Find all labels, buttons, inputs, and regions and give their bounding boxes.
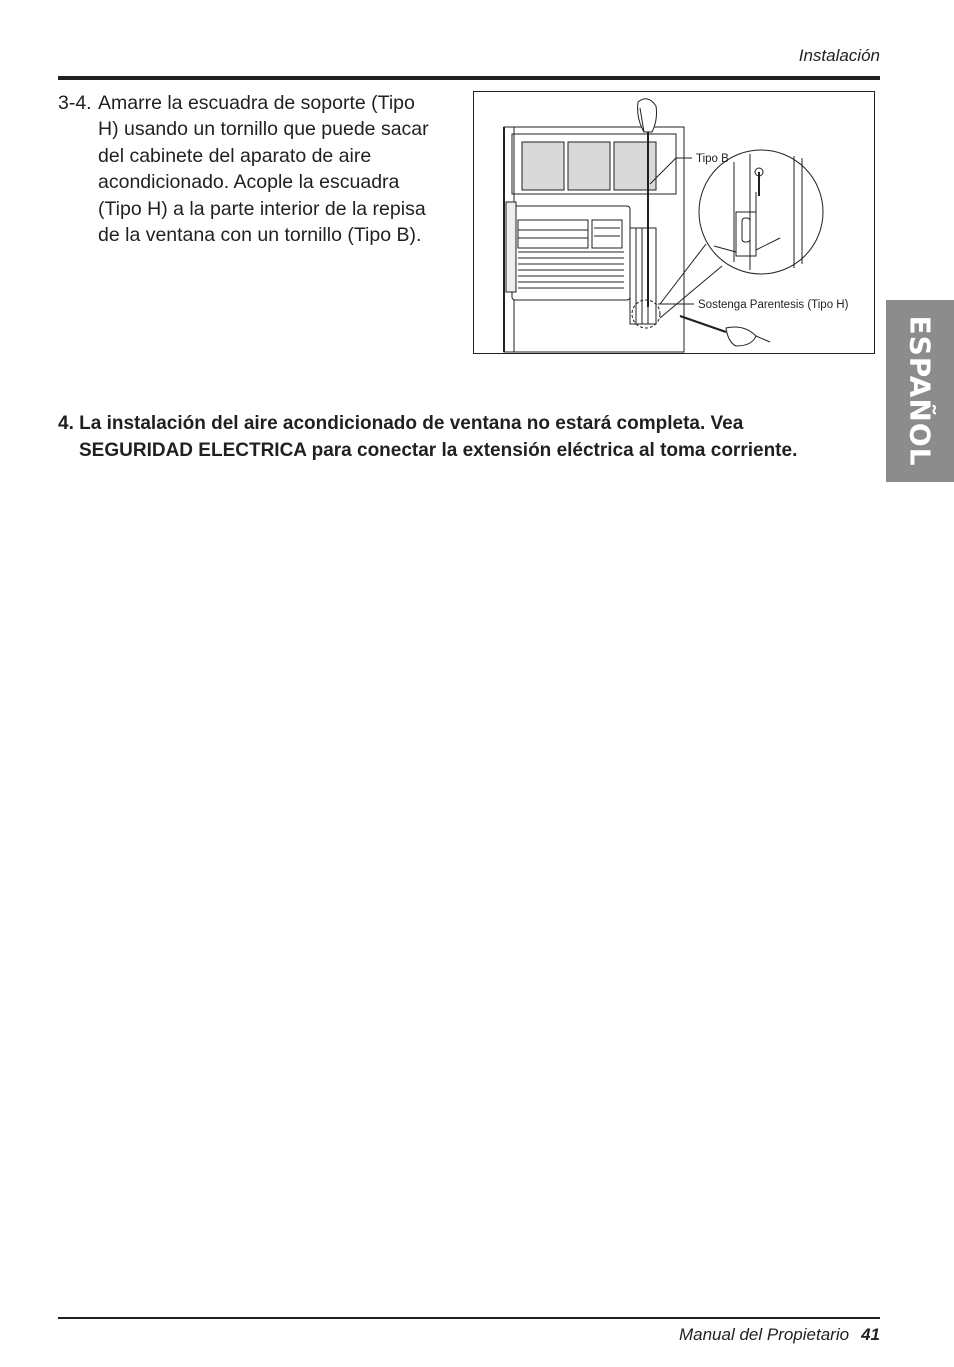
installation-figure <box>473 91 875 354</box>
callout-bracket: Sostenga Parentesis (Tipo H) <box>698 299 849 311</box>
page-number: 41 <box>861 1325 880 1344</box>
installation-illustration <box>474 92 874 353</box>
callout-tipo-b: Tipo B <box>696 153 729 165</box>
section-title: Instalación <box>798 46 880 65</box>
step-4-line-1: 4. La instalación del aire acondicionado de ventana no estará completa. Vea <box>58 413 744 434</box>
step-text <box>98 90 470 248</box>
step-line: acondicionado. Acople la escuadra <box>98 171 400 194</box>
footer-rule <box>58 1317 880 1319</box>
step-line: de la ventana con un tornillo (Tipo B). <box>98 224 422 247</box>
language-label: ESPAÑOL <box>903 315 937 467</box>
step-line: Amarre la escuadra de soporte (Tipo <box>98 92 415 114</box>
step-4 <box>58 410 868 464</box>
step-line: (Tipo H) a la parte interior de la repisa <box>98 197 426 220</box>
step-4-line-2: SEGURIDAD ELECTRICA para conectar la extensión eléctrica al toma corriente. <box>79 440 798 461</box>
manual-title: Manual del Propietario <box>678 1325 850 1344</box>
step-line: del cabinete del aparato de aire <box>98 144 372 167</box>
header-rule <box>58 76 880 80</box>
step-line: H) usando un tornillo que puede sacar <box>98 118 429 141</box>
footer <box>679 1325 880 1345</box>
step-number: 3-4. <box>58 92 92 114</box>
language-tab <box>886 300 954 482</box>
step-3-4 <box>58 90 470 248</box>
